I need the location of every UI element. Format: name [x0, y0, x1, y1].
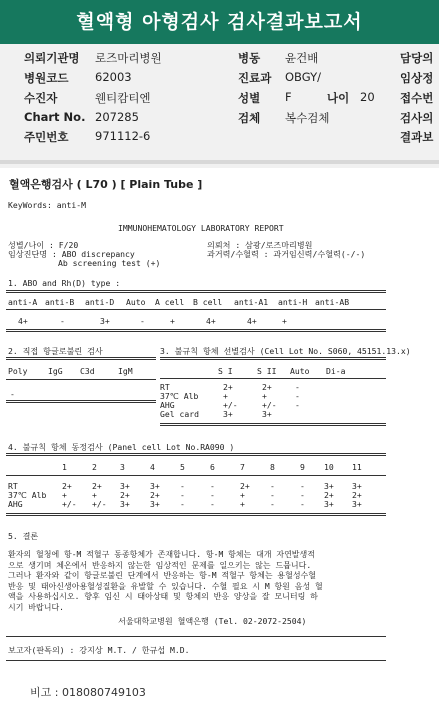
rule	[160, 378, 386, 379]
screen-value: -	[295, 382, 300, 392]
info-label: 수진자	[24, 91, 58, 105]
info-value: OBGY/	[285, 70, 321, 84]
panel-value: 3+	[324, 499, 334, 509]
info-value: 로즈마리병원	[95, 51, 162, 65]
info-label: 의뢰기관명	[24, 51, 80, 65]
dat-header-3: C3d	[80, 366, 95, 376]
info-label: 검체	[238, 111, 261, 125]
panel-value: -	[210, 499, 215, 509]
panel-value: 3+	[150, 481, 160, 491]
panel-value: +	[92, 490, 97, 500]
section-2-title: 2. 직접 항글로불린 검사	[8, 346, 103, 356]
patient-screening: Ab screening test (+)	[58, 258, 161, 268]
conclusion-line: 시기 바랍니다.	[8, 602, 65, 612]
abo-value-7: 4+	[247, 316, 257, 326]
panel-value: +/-	[92, 499, 107, 509]
panel-value: -	[180, 490, 185, 500]
section-5-title: 5. 결론	[8, 531, 39, 541]
rule	[6, 309, 386, 310]
panel-header-2: 2	[92, 462, 97, 472]
panel-row-label: 37℃ Alb	[8, 490, 47, 500]
panel-value: +	[240, 490, 245, 500]
panel-value: 2+	[150, 490, 160, 500]
report-heading: 혈액은행검사 ( L70 ) [ Plain Tube ]	[9, 178, 203, 191]
panel-header-3: 3	[120, 462, 125, 472]
abo-header-7: anti-A1	[234, 297, 269, 307]
rule	[160, 423, 386, 426]
panel-value: -	[270, 481, 275, 491]
panel-value: -	[270, 499, 275, 509]
info-label: 나이	[327, 91, 350, 105]
abo-value-8: +	[282, 316, 287, 326]
abo-value-5: +	[170, 316, 175, 326]
abo-value-6: 4+	[206, 316, 216, 326]
panel-value: 3+	[150, 499, 160, 509]
screen-value: +	[223, 391, 228, 401]
screen-value: +/-	[262, 400, 277, 410]
panel-value: -	[270, 490, 275, 500]
patient-history: 과거력/수혈력 : 과거임신력/수혈력(-/-)	[207, 249, 366, 259]
report-document	[0, 168, 439, 713]
panel-value: +/-	[62, 499, 77, 509]
panel-row-label: AHG	[8, 499, 23, 509]
info-label: 임상정	[400, 71, 434, 85]
abo-value-2: -	[60, 316, 65, 326]
patient-requester: 의뢰처 : 삼광/로즈마리병원	[207, 240, 313, 250]
info-value: 윤건배	[285, 51, 319, 65]
rule	[6, 379, 156, 380]
note: 비고 : 018080749103	[30, 686, 146, 699]
rule	[160, 357, 386, 360]
panel-row-label: RT	[8, 481, 18, 491]
info-value: 971112-6	[95, 129, 151, 143]
divider	[0, 160, 439, 164]
panel-header-10: 10	[324, 462, 334, 472]
abo-value-3: 3+	[100, 316, 110, 326]
panel-value: +	[62, 490, 67, 500]
screen-value: -	[295, 400, 300, 410]
screen-row-label: AHG	[160, 400, 175, 410]
panel-value: +	[240, 499, 245, 509]
screen-header-2: S II	[257, 366, 277, 376]
abo-value-1: 4+	[18, 316, 28, 326]
info-value: 복수검체	[285, 111, 330, 125]
info-label: 성별	[238, 91, 261, 105]
panel-value: 3+	[352, 499, 362, 509]
section-4-title: 4. 불규칙 항체 동정검사 (Panel cell Lot No.RA090 )	[8, 442, 235, 452]
panel-header-8: 8	[270, 462, 275, 472]
screen-value: 2+	[262, 382, 272, 392]
rule	[6, 636, 386, 637]
conclusion-line: 그러나 환자와 같이 항글로불린 단계에서 반응하는 항-M 적혈구 항체는 용혈성수혈	[8, 571, 317, 580]
abo-header-5: A cell	[155, 297, 185, 307]
info-label: 주민번호	[24, 130, 69, 144]
rule	[6, 329, 386, 332]
info-value: 62003	[95, 70, 132, 84]
conclusion-line: 액을 사용하십시오. 향후 임신 시 태아상태 및 항체의 반응 양상을 잘 모니터링 하	[8, 592, 318, 601]
rule	[6, 513, 386, 516]
panel-value: 3+	[352, 481, 362, 491]
screen-value: -	[295, 391, 300, 401]
panel-value: 2+	[352, 490, 362, 500]
panel-value: 3+	[324, 481, 334, 491]
info-value: 207285	[95, 110, 139, 124]
conclusion-line: 으로 생기며 체온에서 반응하지 않는한 임상적인 문제를 일으키는 않는 드뭅니다.	[8, 560, 312, 570]
info-label: 검사의	[400, 111, 434, 125]
panel-header-4: 4	[150, 462, 155, 472]
keywords: KeyWords: anti-M	[8, 200, 86, 210]
info-value: 20	[360, 90, 375, 104]
abo-header-8: anti-H	[278, 297, 308, 307]
panel-value: 2+	[92, 481, 102, 491]
rule	[6, 475, 386, 476]
panel-header-9: 9	[300, 462, 305, 472]
info-label: 병동	[238, 51, 261, 65]
screen-value: 3+	[262, 409, 272, 419]
dat-value-1: -	[10, 389, 15, 399]
panel-value: -	[300, 490, 305, 500]
panel-value: -	[300, 481, 305, 491]
section-3-title: 3. 불규칙 항체 선별검사 (Cell Lot No. S060, 45151.13.x)	[160, 346, 411, 356]
rule	[6, 453, 386, 456]
panel-value: 2+	[62, 481, 72, 491]
info-label: 담당의	[400, 51, 434, 65]
rule	[6, 660, 386, 661]
patient-sex-age: 성별/나이 : F/20	[8, 240, 79, 250]
abo-header-2: anti-B	[45, 297, 75, 307]
rule	[6, 290, 386, 293]
abo-header-9: anti-AB	[315, 297, 350, 307]
info-label: 진료과	[238, 71, 272, 85]
info-value: 웬티캄티엔	[95, 91, 151, 105]
info-label: 접수번	[400, 91, 434, 105]
screen-row-label: RT	[160, 382, 170, 392]
panel-header-1: 1	[62, 462, 67, 472]
screen-header-3: Auto	[290, 366, 310, 376]
panel-value: 2+	[240, 481, 250, 491]
lab-title: IMMUNOHEMATOLOGY LABORATORY REPORT	[118, 223, 284, 233]
conclusion-line: 반응 및 태아신생아용혈성질환을 유발할 수 있습니다. 수혈 필요 시 M 항원 음성 혈	[8, 581, 323, 591]
info-panel	[0, 50, 439, 154]
panel-header-7: 7	[240, 462, 245, 472]
rule	[6, 357, 156, 360]
abo-header-6: B cell	[193, 297, 223, 307]
reporter: 보고자(판독의) : 강지상 M.T. / 한규섭 M.D.	[8, 645, 190, 655]
screen-value: 2+	[223, 382, 233, 392]
panel-header-5: 5	[180, 462, 185, 472]
screen-value: +/-	[223, 400, 238, 410]
panel-value: 3+	[120, 481, 130, 491]
info-label: 결과보	[400, 130, 434, 144]
panel-value: -	[210, 481, 215, 491]
abo-header-4: Auto	[126, 297, 146, 307]
panel-value: 2+	[324, 490, 334, 500]
dat-header-1: Poly	[8, 366, 28, 376]
panel-value: 3+	[120, 499, 130, 509]
panel-value: -	[210, 490, 215, 500]
screen-row-label: Gel card	[160, 409, 199, 419]
panel-header-11: 11	[352, 462, 362, 472]
screen-header-1: S I	[218, 366, 233, 376]
patient-diagnosis: 임상진단명 : ABO discrepancy	[8, 249, 135, 259]
screen-value: 3+	[223, 409, 233, 419]
abo-header-3: anti-D	[85, 297, 115, 307]
rule	[6, 400, 156, 403]
panel-value: -	[180, 499, 185, 509]
info-value: F	[285, 90, 292, 104]
dat-header-4: IgM	[118, 366, 133, 376]
abo-value-4: -	[140, 316, 145, 326]
info-label: 병원코드	[24, 71, 69, 85]
dat-header-2: IgG	[48, 366, 63, 376]
screen-value: +	[262, 391, 267, 401]
conclusion-line: 환자의 혈청에 항-M 적혈구 동종항체가 존재합니다. 항-M 항체는 대개 자연발생적	[8, 550, 315, 559]
panel-value: -	[180, 481, 185, 491]
panel-header-6: 6	[210, 462, 215, 472]
report-title: 혈액형 아형검사 검사결과보고서	[0, 0, 439, 44]
screen-row-label: 37℃ Alb	[160, 391, 199, 401]
screen-header-4: Di-a	[326, 366, 346, 376]
hospital-contact: 서울대학교병원 혈액은행 (Tel. 02-2072-2504)	[118, 616, 307, 626]
info-label: Chart No.	[24, 110, 86, 124]
panel-value: -	[300, 499, 305, 509]
abo-header-1: anti-A	[8, 297, 38, 307]
panel-value: 2+	[120, 490, 130, 500]
section-1-title: 1. ABO and Rh(D) type :	[8, 278, 121, 288]
